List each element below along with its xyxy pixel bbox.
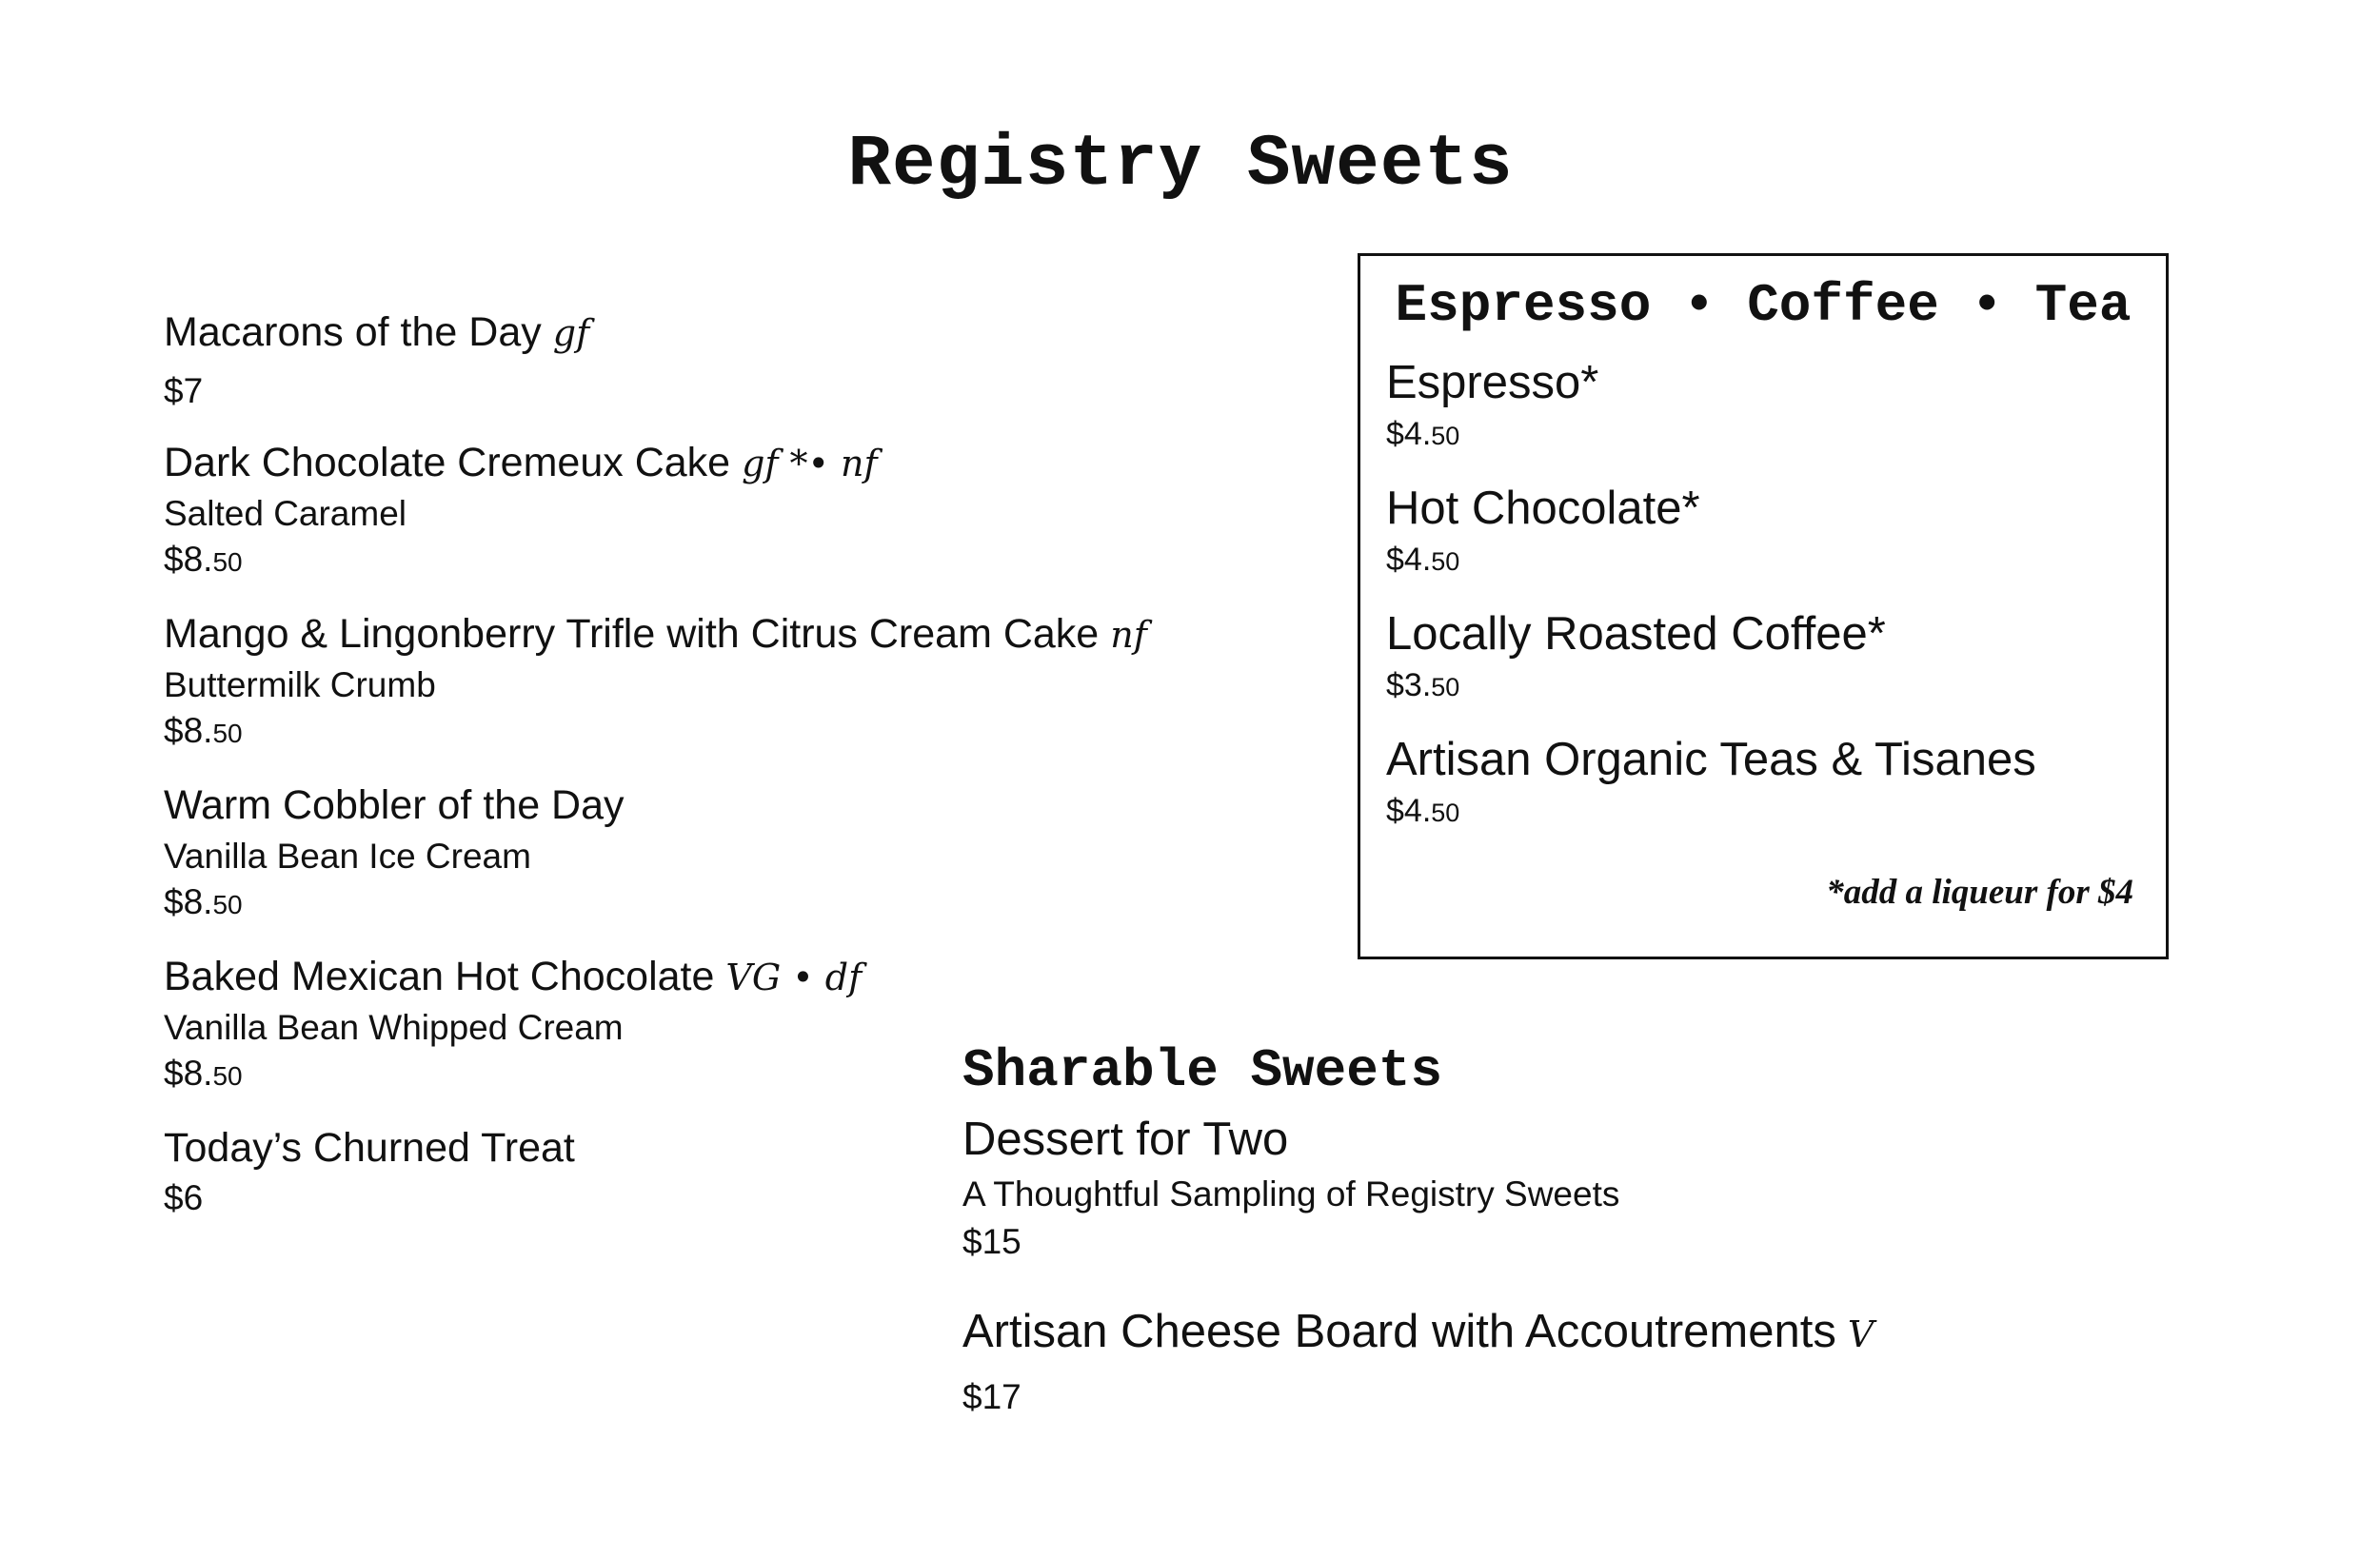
drink-name: Espresso*	[1386, 357, 1599, 408]
dietary-tags: V	[1847, 1313, 1874, 1355]
drink-name: Artisan Organic Teas & Tisanes	[1386, 734, 2036, 785]
item-name: Mango & Lingonberry Trifle with Citrus Cream Cake	[164, 611, 1100, 657]
menu-item	[164, 305, 1306, 414]
drink-item	[1386, 351, 2166, 456]
item-name: Baked Mexican Hot Chocolate	[164, 954, 715, 999]
item-name-line	[164, 305, 1306, 361]
item-name-line	[164, 435, 1306, 491]
price-cents: 50	[212, 547, 243, 577]
drinks-panel	[1358, 253, 2169, 959]
price-cents: 50	[212, 890, 243, 919]
drink-item	[1386, 728, 2166, 833]
item-name: Dark Chocolate Cremeux Cake	[164, 440, 731, 485]
price-dollars: $4.	[1386, 542, 1432, 578]
dietary-tags: VG • df	[725, 957, 863, 998]
price-dollars: $8.	[164, 882, 213, 921]
drink-item	[1386, 477, 2166, 582]
price-cents: 50	[212, 1061, 243, 1091]
item-description: Vanilla Bean Ice Cream	[164, 837, 531, 876]
price-cents: 50	[1431, 422, 1460, 450]
item-name: Warm Cobbler of the Day	[164, 782, 625, 828]
price-dollars: $3.	[1386, 667, 1432, 703]
item-name: Dessert for Two	[962, 1114, 1289, 1165]
item-price	[164, 537, 1306, 585]
item-name: Artisan Cheese Board with Accoutrements	[962, 1306, 1836, 1357]
item-price	[164, 708, 1306, 757]
sharable-item	[962, 1300, 2295, 1421]
price-cents: 50	[212, 719, 243, 748]
drink-item	[1386, 602, 2166, 707]
price-dollars: $7	[164, 371, 204, 410]
item-price	[164, 368, 1306, 414]
drink-price	[1386, 540, 2166, 582]
sharable-item	[962, 1108, 2295, 1266]
price-dollars: $8.	[164, 1054, 213, 1093]
menu-item	[164, 606, 1306, 757]
drink-price	[1386, 414, 2166, 456]
sharable-heading: Sharable Sweets	[962, 1040, 1443, 1101]
item-name: Macarons of the Day	[164, 309, 542, 355]
price-dollars: $4.	[1386, 793, 1432, 829]
item-name-line	[164, 778, 1306, 834]
item-price: $17	[962, 1377, 1021, 1416]
dietary-tags: gf *• nf	[742, 443, 878, 484]
item-description: A Thoughtful Sampling of Registry Sweets	[962, 1174, 1620, 1214]
drink-price	[1386, 665, 2166, 707]
item-name-line	[962, 1300, 2295, 1366]
price-cents: 50	[1431, 673, 1460, 701]
menu-title: Registry Sweets	[847, 124, 1514, 206]
item-name-line	[164, 606, 1306, 662]
price-dollars: $4.	[1386, 416, 1432, 452]
item-description: Buttermilk Crumb	[164, 665, 436, 704]
liqueur-note: *add a liqueur for $4	[1826, 873, 2133, 912]
price-dollars: $8.	[164, 540, 213, 579]
dietary-tags: nf	[1110, 614, 1147, 656]
item-name-line	[164, 949, 1306, 1005]
drink-name: Hot Chocolate*	[1386, 483, 1700, 534]
price-dollars: $6	[164, 1178, 204, 1217]
item-name: Today’s Churned Treat	[164, 1125, 575, 1171]
item-price	[164, 879, 1306, 928]
item-description: Salted Caramel	[164, 494, 407, 533]
drink-name: Locally Roasted Coffee*	[1386, 608, 1886, 660]
menu-item	[164, 778, 1306, 928]
price-cents: 50	[1431, 799, 1460, 827]
item-description: Vanilla Bean Whipped Cream	[164, 1008, 624, 1047]
dietary-tags: gf	[552, 312, 590, 354]
drink-price	[1386, 791, 2166, 833]
price-dollars: $8.	[164, 711, 213, 750]
drinks-heading: Espresso • Coffee • Tea	[1395, 275, 2132, 336]
menu-item	[164, 435, 1306, 585]
price-cents: 50	[1431, 547, 1460, 576]
sharable-section	[962, 1037, 2295, 1421]
item-price: $15	[962, 1222, 1021, 1261]
